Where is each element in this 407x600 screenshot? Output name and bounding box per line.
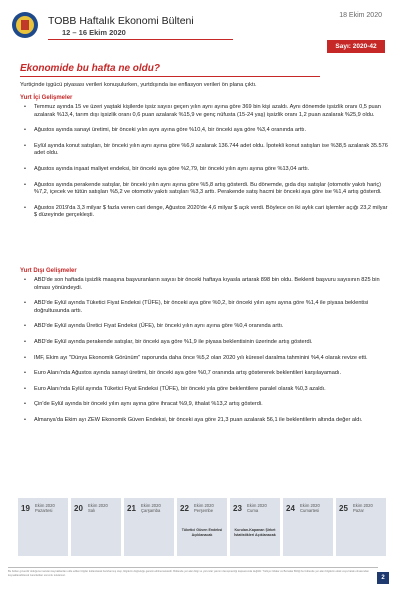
weekday-label: Pazartesi: [35, 508, 53, 513]
news-item: • Ağustos ayında inşaat maliyet endeksi, bir önceki aya göre %2,79, bir önceki yılın aynı ayına göre %13,04 arttı.: [20, 166, 388, 174]
month-label: Ekim 2020: [35, 503, 55, 508]
news-item: • ABD'de Eylül ayında Tüketici Fiyat Endeksi (TÜFE), bir önceki aya göre %0,2, bir önceki yılın aynı ayına göre %1,4 ile piyasa beklentisi doğrultusunda arttı.: [20, 300, 388, 315]
week-range: 12 – 16 Ekim 2020: [62, 28, 126, 37]
day-number: 23: [233, 504, 242, 513]
weekday-label: Perşembe: [194, 508, 214, 513]
day-number: 24: [286, 504, 295, 513]
news-item: • Almanya'da Ekim ayı ZEW Ekonomik Güven Endeksi, bir önceki aya göre 21,3 puan azalarak 56,1 ile beklentilerin altında değer aldı.: [20, 417, 388, 425]
calendar-day: [336, 498, 386, 556]
issue-badge: Sayı: 2020-42: [327, 40, 385, 53]
weekday-label: Salı: [88, 508, 96, 513]
calendar-day: [18, 498, 68, 556]
day-events: [179, 528, 225, 539]
weekday-label: Cuma: [247, 508, 259, 513]
page-number: 2: [377, 572, 389, 584]
news-item: • Çin'de Eylül ayında bir önceki yılın aynı ayına göre ihracat %9,9, ithalat %13,2 artış gösterdi.: [20, 401, 388, 409]
day-number: 21: [127, 504, 136, 513]
domestic-list: [20, 104, 388, 228]
domestic-heading: Yurt İçi Gelişmeler: [20, 95, 73, 101]
news-item: • ABD'de son haftada işsizlik maaşına başvuranların sayısı bir önceki haftaya kıyasla artarak 898 bin oldu. Beklenti başvuru sayısının 825 bin olması yönündeydi.: [20, 277, 388, 292]
footer-divider: [8, 567, 378, 568]
month-label: Ekim 2020: [247, 503, 267, 508]
day-label: [35, 503, 55, 513]
month-label: Ekim 2020: [300, 503, 320, 508]
day-number: 19: [21, 504, 30, 513]
day-label: [300, 503, 320, 513]
calendar-day: [177, 498, 227, 556]
day-number: 25: [339, 504, 348, 513]
weekday-label: Çarşamba: [141, 508, 161, 513]
day-number: 22: [180, 504, 189, 513]
calendar-day: [230, 498, 280, 556]
news-item: • Euro Alanı'nda Eylül ayında Tüketici Fiyat Endeksi (TÜFE), bir önceki yıla göre beklentilere paralel olarak %0,3 azaldı.: [20, 386, 388, 394]
day-label: [353, 503, 373, 513]
bulletin-header: [0, 0, 407, 58]
day-events: [232, 528, 278, 539]
weekday-label: Pazar: [353, 508, 364, 513]
publish-date: 18 Ekim 2020: [339, 12, 382, 19]
month-label: Ekim 2020: [88, 503, 108, 508]
foreign-list: [20, 277, 388, 433]
bulletin-title: TOBB Haftalık Ekonomi Bülteni: [48, 15, 194, 27]
news-item: • Ağustos 2019'da 3,3 milyar $ fazla veren cari denge, Ağustos 2020'de 4,6 milyar $ açık verdi. Böylece on iki aylık cari işlemler açığı 23,2 milyar $ düzeyinde gerçekleşti.: [20, 205, 388, 220]
news-item: • ABD'de Eylül ayında perakende satışlar, bir önceki aya göre %1,9 ile piyasa beklentisinin üzerinde artış gösterdi.: [20, 339, 388, 347]
calendar-event: Kurulan-Kapanan Şirket İstatistikleri Açıklanacak: [234, 528, 276, 537]
news-item: • Ağustos ayında sanayi üretimi, bir önceki yılın aynı ayına göre %10,4, bir önceki aya göre %3,4 oranında arttı.: [20, 127, 388, 135]
news-item: • ABD'de Eylül ayında Üretici Fiyat Endeksi (ÜFE), bir önceki yılın aynı ayına göre %0,4 oranında arttı.: [20, 323, 388, 331]
news-item: • IMF, Ekim ayı "Dünya Ekonomik Görünüm" raporunda daha önce %5,2 olan 2020 yılı küresel daralma tahminini %4,4 olarak revize etti.: [20, 355, 388, 363]
calendar-day: [71, 498, 121, 556]
news-item: • Ağustos ayında perakende satışlar, bir önceki yılın aynı ayına göre %5,8 artış gösterdi. Bu dönemde, gıda dışı satışlar (otomotiv yakıtı hariç) %7,2, içecek ve tütün satışları %5,2 ve otomotiv yakıtı satışları %3,3 arttı. Perakende satış hacmi bir önceki aya göre ise %1,4 artış gösterdi.: [20, 182, 388, 197]
month-label: Ekim 2020: [353, 503, 373, 508]
month-label: Ekim 2020: [141, 503, 161, 508]
news-item: • Temmuz ayında 15 ve üzeri yaştaki kişilerde işsiz sayısı geçen yılın aynı ayına göre 369 bin kişi azaldı. Aynı dönemde işsizlik oranı 0,5 puan azalarak %13,4, tarım dışı işsizlik oranı 0,6 puan azalarak %15,9 ve genç nüfusta (15-24 yaş) işsizlik oranı 1,2 puan azalarak %25,9 oldu.: [20, 104, 388, 119]
day-label: [194, 503, 214, 513]
news-item: • Eylül ayında konut satışları, bir önceki yılın aynı ayına göre %6,9 azalarak 136.744 adet oldu. İpotekli konut satışları ise %38,5 azalarak 35.576 adet oldu.: [20, 143, 388, 158]
calendar-day: [124, 498, 174, 556]
day-label: [247, 503, 267, 513]
month-label: Ekim 2020: [194, 503, 214, 508]
calendar-day: [283, 498, 333, 556]
disclaimer: Bu bülten güvenilir olduğuna inanılan kaynaklardan elde edilen bilgiler kullanılarak hazırlanmış olup, bilgilerin doğruluğu garanti edilmemektedir. Bültende yer alan bilgi ve yorumlar yatırım danışmanlığı kapsamında değildir. Türkiye Odalar ve Borsalar Birliği bu bültende yer alan bilgilerin eksik veya hatalı olmasından kaynaklanabilecek zararlardan sorumlu tutulamaz.: [8, 570, 369, 577]
weekday-label: Cumartesi: [300, 508, 320, 513]
news-item: • Euro Alanı'nda Ağustos ayında sanayi üretimi, bir önceki aya göre %0,7 oranında artış göstererek beklentileri karşılayamadı.: [20, 370, 388, 378]
tobb-logo: [12, 12, 38, 38]
day-number: 20: [74, 504, 83, 513]
calendar-event: Tüketici Güven Endeksi Açıklanacak: [181, 528, 223, 537]
day-label: [88, 503, 108, 513]
section-divider: [20, 76, 320, 77]
section-intro: Yurtiçinde işgücü piyasası verileri konuşulurken, yurtdışında ise enflasyon verileri ön plana çıktı.: [20, 82, 257, 88]
weekly-calendar: [18, 498, 386, 556]
section-title: Ekonomide bu hafta ne oldu?: [20, 63, 160, 74]
day-label: [141, 503, 161, 513]
header-divider: [48, 39, 233, 40]
foreign-heading: Yurt Dışı Gelişmeler: [20, 268, 77, 274]
